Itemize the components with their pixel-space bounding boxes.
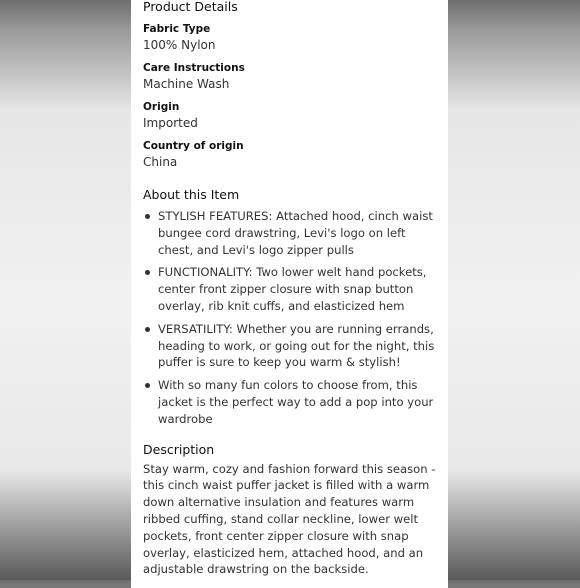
attribute-value: Imported (143, 116, 198, 130)
attribute-label: Origin (143, 101, 180, 113)
description-heading: Description (143, 441, 215, 457)
product-info-panel (131, 0, 448, 588)
attribute-label: Care Instructions (143, 62, 245, 74)
attribute-care-instructions (143, 61, 436, 93)
attribute-label: Country of origin (143, 140, 244, 152)
feature-bullet-text: STYLISH FEATURES: Attached hood, cinch waist bungee cord drawstring, Levi's logo on left chest, and Levi's logo zipper pulls (158, 209, 433, 257)
bullet-dot-icon (145, 383, 150, 388)
feature-bullet-text: VERSATILITY: Whether you are running errands, heading to work, or going out for the night, this puffer is sure to keep you warm & stylish! (158, 321, 435, 370)
attribute-value: China (143, 155, 178, 169)
product-details-heading: Product Details (143, 0, 238, 14)
attribute-origin (143, 100, 436, 132)
about-this-item-heading: About this Item (143, 187, 240, 202)
feature-bullet (143, 377, 436, 427)
bullet-dot-icon (145, 327, 150, 332)
attribute-country-of-origin (143, 139, 436, 171)
bullet-dot-icon (145, 214, 150, 219)
feature-bullet-text: FUNCTIONALITY: Two lower welt hand pockets, center front zipper closure with snap button overlay, rib knit cuffs, and elasticized hem (158, 265, 427, 313)
attribute-label: Fabric Type (143, 23, 211, 35)
feature-bullet (143, 321, 436, 371)
bullet-dot-icon (145, 270, 150, 275)
feature-bullet (143, 264, 436, 314)
attribute-value: 100% Nylon (143, 38, 216, 52)
feature-bullet-text: With so many fun colors to choose from, this jacket is the perfect way to add a pop into your wardrobe (158, 378, 434, 426)
attribute-value: Machine Wash (143, 77, 230, 91)
attribute-fabric-type (143, 22, 436, 54)
description-text: Stay warm, cozy and fashion forward this season - this cinch waist puffer jacket is filled with a warm down alternative insulation and features warm ribbed cuffing, stand collar neckline, lower welt pockets, front center zipper closure with snap overlay, elasticized hem, attached hood, and an adjustable drawstring on the backside. (143, 461, 436, 577)
feature-bullet-list (143, 208, 436, 428)
feature-bullet (143, 208, 436, 258)
